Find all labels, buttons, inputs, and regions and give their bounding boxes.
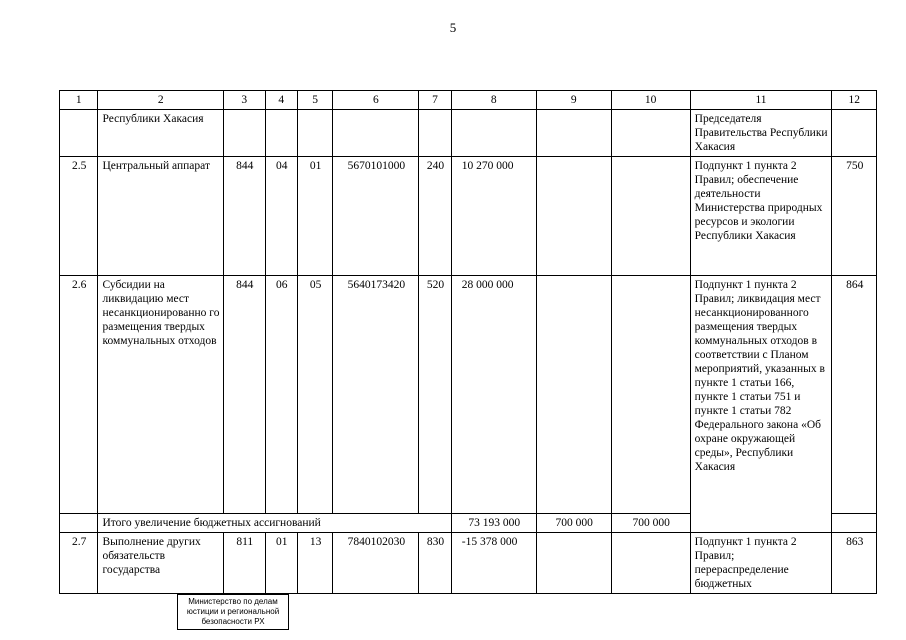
ministry-stamp: [177, 594, 289, 630]
page-number: 5: [449, 20, 457, 35]
amount-cell: 28 000 000: [451, 276, 536, 514]
row-number-cell: 2.5: [60, 157, 98, 276]
amount-cell: [536, 533, 611, 594]
code-cell: [224, 110, 266, 157]
amount-cell: -15 378 000: [451, 533, 536, 594]
basis-cell: Подпункт 1 пункта 2 Правил; ликвидация мест несанкционированного размещения твердых коммунальных отходов в соответствии с Планом мероприятий, указанных в пункте 1 статьи 166, пункте 1 статьи 751 и пункте 1 статьи 782 Федерального закона «Об охране окружающей среды», Республики Хакасия: [690, 276, 832, 533]
basis-cell: Подпункт 1 пункта 2 Правил; обеспечение деятельности Министерства природных ресурсов и экологии Республики Хакасия: [690, 157, 832, 276]
basis-cell: Председателя Правительства Республики Хакасия: [690, 110, 832, 157]
amount-cell: [536, 157, 611, 276]
column-header: 8: [451, 91, 536, 110]
amount-cell: [451, 110, 536, 157]
amount-cell: [536, 110, 611, 157]
stamp-line: Министерство по делам: [188, 597, 278, 606]
budget-table: [59, 90, 877, 594]
column-header: 1: [60, 91, 98, 110]
table-row: [60, 276, 877, 514]
total-label: Итого увеличение бюджетных ассигнований: [98, 514, 451, 533]
stamp-line: безопасности РХ: [201, 617, 265, 626]
item-name-cell: Выполнение других обязательств государства: [98, 533, 224, 594]
total-amount-cell: 73 193 000: [451, 514, 536, 533]
code-cell: 5670101000: [333, 157, 419, 276]
column-header: 7: [419, 91, 451, 110]
amount-cell: [611, 276, 690, 514]
row-number-cell: 2.7: [60, 533, 98, 594]
code-cell: 520: [419, 276, 451, 514]
table-row: [60, 157, 877, 276]
code-cell: [832, 110, 877, 157]
amount-cell: 10 270 000: [451, 157, 536, 276]
table-header-row: [60, 91, 877, 110]
column-header: 12: [832, 91, 877, 110]
item-name-cell: Центральный аппарат: [98, 157, 224, 276]
basis-cell: Подпункт 1 пункта 2 Правил; перераспределение бюджетных: [690, 533, 832, 594]
amount-cell: [611, 533, 690, 594]
code-cell: 864: [832, 276, 877, 514]
stamp-line: юстиции и региональной: [186, 607, 280, 616]
code-cell: 01: [265, 533, 297, 594]
code-cell: [297, 110, 332, 157]
code-cell: [265, 110, 297, 157]
code-cell: 844: [224, 157, 266, 276]
code-cell: 01: [297, 157, 332, 276]
code-cell: 844: [224, 276, 266, 514]
empty-cell: [60, 514, 98, 533]
column-header: 4: [265, 91, 297, 110]
column-header: 10: [611, 91, 690, 110]
code-cell: 13: [297, 533, 332, 594]
code-cell: 830: [419, 533, 451, 594]
code-cell: 240: [419, 157, 451, 276]
code-cell: 05: [297, 276, 332, 514]
item-name-cell: Республики Хакасия: [98, 110, 224, 157]
column-header: 11: [690, 91, 832, 110]
amount-cell: [611, 110, 690, 157]
table-row: [60, 533, 877, 594]
column-header: 3: [224, 91, 266, 110]
amount-cell: [611, 157, 690, 276]
code-cell: 811: [224, 533, 266, 594]
code-cell: 5640173420: [333, 276, 419, 514]
item-name-cell: Субсидии на ликвидацию мест несанкционированно го размещения твердых коммунальных отходов: [98, 276, 224, 514]
code-cell: 06: [265, 276, 297, 514]
code-cell: [333, 110, 419, 157]
code-cell: 863: [832, 533, 877, 594]
total-amount-cell: 700 000: [536, 514, 611, 533]
code-cell: 04: [265, 157, 297, 276]
column-header: 9: [536, 91, 611, 110]
column-header: 5: [297, 91, 332, 110]
code-cell: 7840102030: [333, 533, 419, 594]
empty-cell: [832, 514, 877, 533]
total-amount-cell: 700 000: [611, 514, 690, 533]
row-number-cell: 2.6: [60, 276, 98, 514]
code-cell: 750: [832, 157, 877, 276]
row-number-cell: [60, 110, 98, 157]
column-header: 2: [98, 91, 224, 110]
column-header: 6: [333, 91, 419, 110]
table-row: [60, 110, 877, 157]
code-cell: [419, 110, 451, 157]
amount-cell: [536, 276, 611, 514]
